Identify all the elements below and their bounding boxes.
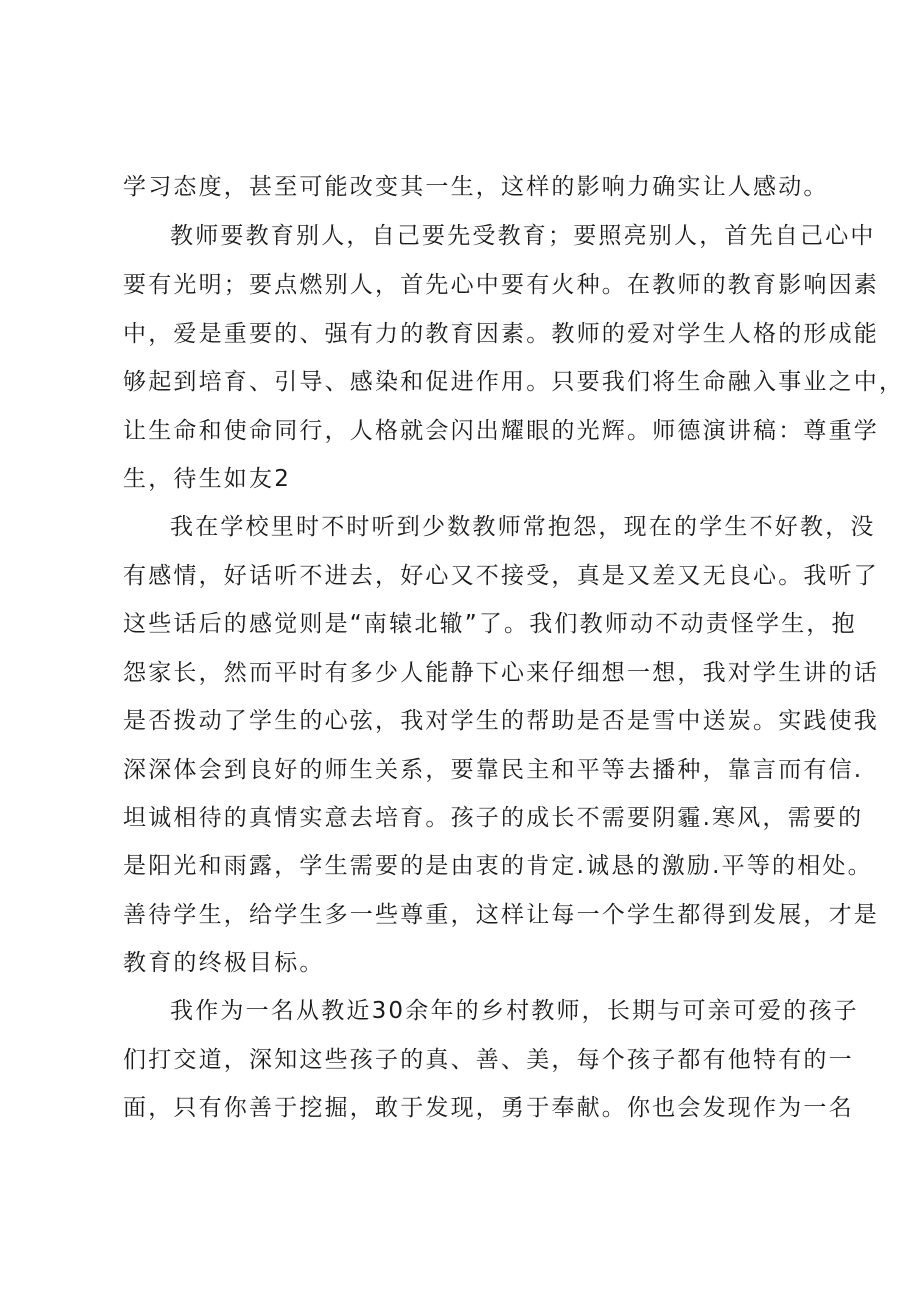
paragraph-3-line-8: 是阳光和雨露，学生需要的是由衷的肯定.诚恳的激励.平等的相处。: [123, 853, 873, 879]
paragraph-3-line-5: 是否拨动了学生的心弦，我对学生的帮助是否是雪中送炭。实践使我: [123, 708, 879, 734]
paragraph-3-line-10: 教育的终极目标。: [123, 950, 325, 976]
paragraph-3-line-2: 有感情，好话听不进去，好心又不接受，真是又差又无良心。我听了: [123, 563, 879, 589]
paragraph-3-line-1: 我在学校里时不时听到少数教师常抱怨，现在的学生不好教，没: [170, 514, 876, 540]
paragraph-3-line-4: 怨家长，然而平时有多少人能静下心来仔细想一想，我对学生讲的话: [123, 660, 879, 686]
paragraph-3-line-6: 深深体会到良好的师生关系，要靠民主和平等去播种，靠言而有信.: [123, 757, 864, 783]
paragraph-2-line-4: 够起到培育、引导、感染和促进作用。只要我们将生命融入事业之中，: [123, 369, 905, 395]
paragraph-4-line-3: 面，只有你善于挖掘，敢于发现，勇于奉献。你也会发现作为一名: [123, 1095, 854, 1121]
paragraph-4-line-2: 们打交道，深知这些孩子的真、善、美，每个孩子都有他特有的一: [123, 1047, 854, 1073]
paragraph-3-line-9: 善待学生，给学生多一些尊重，这样让每一个学生都得到发展，才是: [123, 902, 879, 928]
paragraph-2-line-3: 中，爱是重要的、强有力的教育因素。教师的爱对学生人格的形成能: [123, 321, 879, 347]
paragraph-2-line-2: 要有光明；要点燃别人，首先心中要有火种。在教师的教育影响因素: [123, 272, 879, 298]
paragraph-3-line-7: 坦诚相待的真情实意去培育。孩子的成长不需要阴霾.寒风，需要的: [123, 805, 864, 831]
paragraph-4-line-1: 我作为一名从教近30余年的乡村教师，长期与可亲可爱的孩子: [170, 998, 859, 1024]
paragraph-2-line-6: 生，待生如友2: [123, 466, 292, 492]
paragraph-3-line-3: 这些话后的感觉则是“南辕北辙”了。我们教师动不动责怪学生，抱: [123, 611, 857, 637]
paragraph-1-line-1: 学习态度，甚至可能改变其一生，这样的影响力确实让人感动。: [123, 174, 829, 200]
paragraph-2-line-1: 教师要教育别人，自己要先受教育；要照亮别人，首先自己心中: [170, 223, 876, 249]
paragraph-2-line-5: 让生命和使命同行，人格就会闪出耀眼的光辉。师德演讲稿：尊重学: [123, 418, 879, 444]
